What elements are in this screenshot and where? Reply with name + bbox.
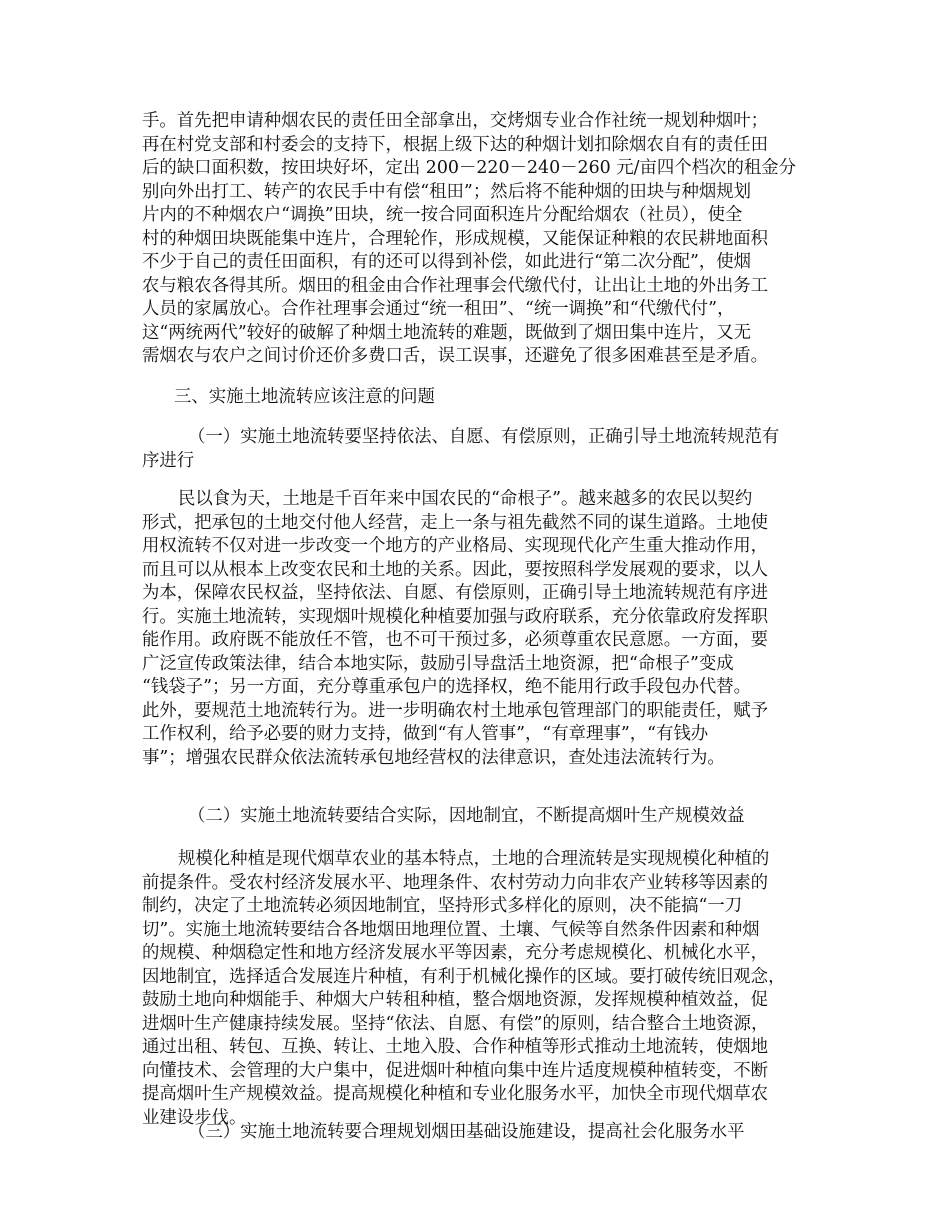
text-line: 通过出租、转包、互换、转让、土地入股、合作种植等形式推动土地流转，使烟地 (142, 1037, 769, 1057)
text-line: 行。实施土地流转，实现烟叶规模化种植要加强与政府联系，充分依靠政府发挥职 (142, 606, 769, 627)
subheading-3 (142, 1121, 826, 1145)
text-line: 切”。实施土地流转要结合各地烟田地理位置、土壤、气候等自然条件因素和种烟 (142, 919, 760, 940)
text-line: 提高烟叶生产规模效益。提高规模化种植和专业化服务水平，加快全市现代烟草农 (142, 1084, 769, 1104)
text-line: 片内的不种烟农户“调换”田块，统一按合同面积连片分配给烟农（社员），使全 (142, 205, 743, 225)
subheading-2 (142, 805, 826, 829)
text-line: “钱袋子”；另一方面，充分尊重承包户的选择权，绝不能用行政手段包办代替。 (142, 677, 752, 697)
paragraph-continuation (142, 110, 826, 369)
text-line: 不少于自己的责任田面积，有的还可以得到补偿，如此进行“第二次分配”，使烟 (142, 252, 752, 272)
subheading-line: （二）实施土地流转要结合实际，因地制宜，不断提高烟叶生产规模效益 (188, 806, 745, 826)
text-line: 制约，决定了土地流转必须因地制宜，坚持形式多样化的原则，决不能搞“一刀 (142, 896, 743, 916)
text-line: 再在村党支部和村委会的支持下，根据上级下达的种烟计划扣除烟农自有的责任田 (142, 134, 769, 155)
text-line: 鼓励土地向种烟能手、种烟大户转租种植，整合烟地资源，发挥规模种植效益，促 (142, 990, 769, 1010)
text-line: 村的种烟田块既能集中连片，合理轮作，形成规模，又能保证种粮的农民耕地面积 (142, 228, 769, 249)
text-line: 民以食为天，土地是千百年来中国农民的“命根子”。越来越多的农民以契约 (178, 489, 753, 509)
text-line: 进烟叶生产健康持续发展。坚持“依法、自愿、有偿”的原则，结合整合土地资源， (142, 1013, 769, 1034)
text-line: 手。首先把申请种烟农民的责任田全部拿出，交烤烟专业合作社统一规划种烟叶； (142, 111, 769, 131)
subheading-line: （三）实施土地流转要合理规划烟田基础设施建设，提高社会化服务水平 (188, 1122, 745, 1142)
text-line: 人员的家属放心。合作社理事会通过“统一租田”、“统一调换”和“代缴代付”， (142, 299, 735, 319)
text-line: 形式，把承包的土地交付他人经营，走上一条与祖先截然不同的谋生道路。土地使 (142, 512, 769, 533)
subheading-1 (142, 426, 826, 473)
text-line: 工作权利，给予必要的财力支持，做到“有人管事”，“有章理事”，“有钱办 (142, 724, 709, 744)
text-line: 规模化种植是现代烟草农业的基本特点，土地的合理流转是实现规模化种植的 (178, 849, 770, 869)
text-line: 的规模、种烟稳定性和地方经济发展水平等因素，充分考虑规模化、机械化水平， (142, 943, 769, 963)
text-line: 别向外出打工、转产的农民手中有偿“租田”；然后将不能种烟的田块与种烟规划 (142, 181, 752, 202)
text-line: 而且可以从根本上改变农民和土地的关系。因此，要按照科学发展观的要求，以人 (142, 559, 769, 580)
heading-line: 三、实施土地流转应该注意的问题 (174, 387, 435, 407)
text-line: 广泛宣传政策法律，结合本地实际，鼓励引导盘活土地资源，把“命根子”变成 (142, 653, 734, 674)
subheading-line: （一）实施土地流转要坚持依法、自愿、有偿原则，正确引导土地流转规范有 (188, 427, 780, 447)
text-line: 业建设步伐。 (142, 1107, 247, 1128)
text-line: 前提条件。受农村经济发展水平、地理条件、农村劳动力向非农产业转移等因素的 (142, 872, 769, 893)
text-line: 农与粮农各得其所。烟田的租金由合作社理事会代缴代付，让出让土地的外出务工 (142, 275, 769, 296)
text-line: 向懂技术、会管理的大户集中，促进烟叶种植向集中连片适度规模种植转变，不断 (142, 1060, 769, 1081)
text-line: 事”；增强农民群众依法流转承包地经营权的法律意识，查处违法流转行为。 (142, 747, 725, 768)
text-line: 能作用。政府既不能放任不管，也不可干预过多，必须尊重农民意愿。一方面，要 (142, 630, 769, 650)
text-line: 用权流转不仅对进一步改变一个地方的产业格局、实现现代化产生重大推动作用， (142, 536, 769, 556)
text-line: 此外，要规范土地流转行为。进一步明确农村土地承包管理部门的职能责任，赋予 (142, 700, 769, 721)
text-line: 为本，保障农民权益，坚持依法、自愿、有偿原则，正确引导土地流转规范有序进 (142, 583, 769, 603)
text-line: 这“两统两代”较好的破解了种烟土地流转的难题，既做到了烟田集中连片，又无 (142, 322, 752, 343)
text-line: 因地制宜，选择适合发展连片种植，有利于机械化操作的区域。要打破传统旧观念， (142, 966, 786, 987)
paragraph-1 (142, 488, 826, 770)
text-line: 需烟农与农户之间讨价还价多费口舌，误工误事，还避免了很多困难甚至是矛盾。 (142, 346, 769, 366)
section-heading (142, 386, 826, 410)
subheading-line: 序进行 (142, 450, 195, 471)
text-line: 后的缺口面积数，按田块好坏，定出 200－220－240－260 元/亩四个档次的租金分 (142, 158, 797, 178)
paragraph-2 (142, 848, 826, 1130)
